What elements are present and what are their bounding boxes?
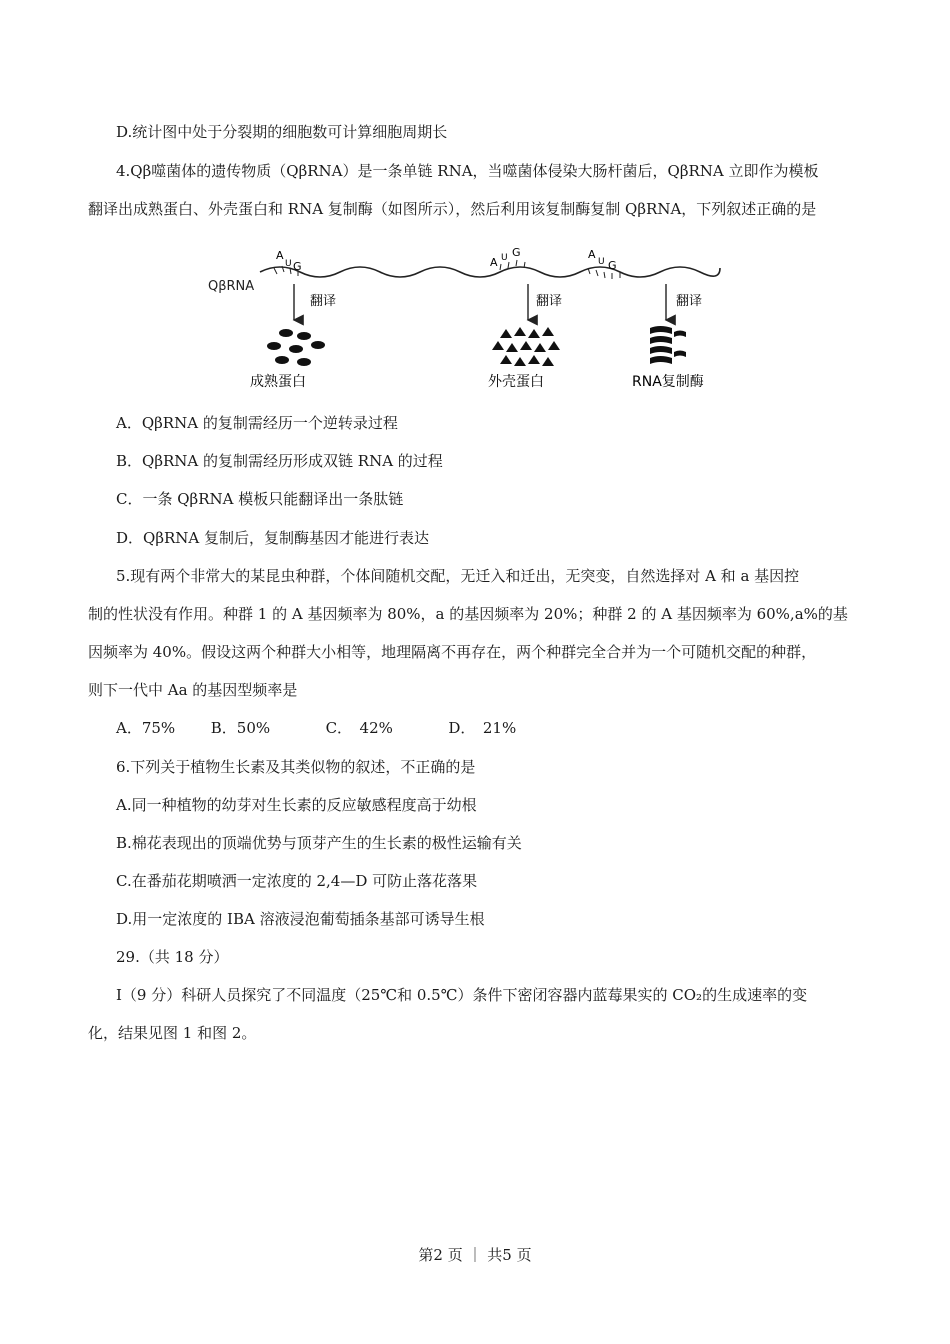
svg-text:G: G	[512, 246, 521, 259]
question5-option-d: D． 21%	[448, 719, 517, 737]
product-label-rna-replicase: RNA复制酶	[632, 374, 704, 390]
question5-option-a: A．75%	[116, 719, 176, 737]
question5-stem-line4: 则下一代中 Aa 的基因型频率是	[88, 681, 298, 699]
svg-text:G: G	[293, 260, 302, 273]
question5-stem-line2: 制的性状没有作用。种群 1 的 A 基因频率为 80%，a 的基因频率为 20%；种群 2 的 A 基因频率为 60%,a%的基	[88, 605, 848, 623]
translate-label-3: 翻译	[676, 294, 703, 309]
translate-label-2: 翻译	[536, 294, 563, 309]
svg-text:U: U	[501, 253, 508, 263]
question4-stem-line2: 翻译出成熟蛋白、外壳蛋白和 RNA 复制酶（如图所示），然后利用该复制酶复制 QβRNA，下列叙述正确的是	[88, 200, 817, 218]
question5-stem-line3: 因频率为 40%。假设这两个种群大小相等，地理隔离不再存在，两个种群完全合并为一个可随机交配的种群，	[88, 643, 817, 661]
question5-option-c: C． 42%	[325, 719, 393, 737]
question29-part1-line2: 化，结果见图 1 和图 2。	[88, 1024, 257, 1042]
product-label-coat-protein: 外壳蛋白	[488, 374, 544, 390]
svg-text:A: A	[490, 256, 498, 269]
question5-options	[116, 718, 906, 738]
svg-text:A: A	[276, 249, 284, 262]
rna-translation-diagram	[200, 228, 760, 398]
svg-text:A: A	[588, 248, 596, 261]
svg-text:G: G	[608, 259, 617, 272]
rna-translation-figure	[200, 228, 760, 398]
rna-label: QβRNA	[208, 279, 255, 294]
question6-option-c: C.在番茄花期喷洒一定浓度的 2,4—D 可防止落花落果	[116, 872, 478, 890]
svg-text:U: U	[598, 257, 605, 267]
question3-option-d: D.统计图中处于分裂期的细胞数可计算细胞周期长	[116, 123, 448, 141]
product-label-mature-protein: 成熟蛋白	[250, 374, 306, 390]
question6-stem: 6.下列关于植物生长素及其类似物的叙述，不正确的是	[116, 758, 476, 776]
question4-option-c: C．一条 QβRNA 模板只能翻译出一条肽链	[116, 490, 404, 508]
mature-protein-icon	[267, 329, 325, 366]
question4-option-b: B．QβRNA 的复制需经历形成双链 RNA 的过程	[116, 452, 443, 470]
question4-option-d: D．QβRNA 复制后，复制酶基因才能进行表达	[116, 529, 430, 547]
coat-protein-icon	[492, 327, 560, 366]
question5-stem-line1: 5.现有两个非常大的某昆虫种群，个体间随机交配，无迁入和迁出，无突变，自然选择对 A 和 a 基因控	[116, 567, 800, 585]
codon-aug-1	[274, 249, 302, 276]
question4-stem-line1: 4.Qβ噬菌体的遗传物质（QβRNA）是一条单链 RNA，当噬菌体侵染大肠杆菌后，QβRNA 立即作为模板	[116, 162, 819, 180]
rna-replicase-icon	[650, 326, 686, 364]
question4-option-a: A．QβRNA 的复制需经历一个逆转录过程	[116, 414, 398, 432]
translate-label-1: 翻译	[310, 294, 337, 309]
codon-aug-3	[588, 248, 620, 279]
question29-header: 29.（共 18 分）	[116, 948, 229, 966]
question6-option-d: D.用一定浓度的 IBA 溶液浸泡葡萄插条基部可诱导生根	[116, 910, 485, 928]
question6-option-a: A.同一种植物的幼芽对生长素的反应敏感程度高于幼根	[116, 796, 477, 814]
svg-text:U: U	[285, 259, 292, 269]
page-footer: 第2 页 ｜ 共5 页	[418, 1246, 532, 1264]
question6-option-b: B.棉花表现出的顶端优势与顶芽产生的生长素的极性运输有关	[116, 834, 522, 852]
question29-part1-line1: Ⅰ（9 分）科研人员探究了不同温度（25℃和 0.5℃）条件下密闭容器内蓝莓果实的 CO₂的生成速率的变	[116, 986, 808, 1004]
question5-option-b: B．50%	[210, 719, 271, 737]
